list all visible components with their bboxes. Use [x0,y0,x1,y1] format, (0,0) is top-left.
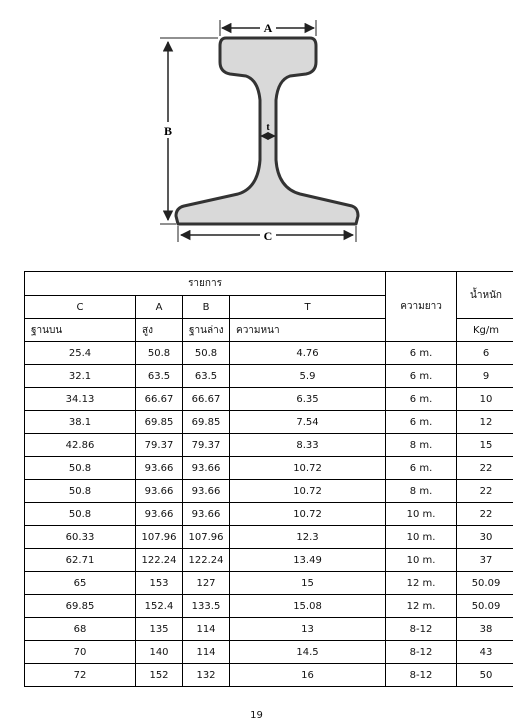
cell-length: 8 m. [386,480,457,503]
cell-a: 152 [136,664,183,687]
cell-t: 15 [230,572,386,595]
header-c: C [25,296,136,319]
cell-t: 14.5 [230,641,386,664]
table-row [25,618,513,641]
cell-weight: 43 [457,641,513,664]
cell-a: 135 [136,618,183,641]
table-row [25,664,513,687]
table-row [25,641,513,664]
cell-b: 122.24 [183,549,230,572]
cell-weight: 30 [457,526,513,549]
table-row [25,342,513,365]
cell-t: 7.54 [230,411,386,434]
table-row [25,595,513,618]
cell-c: 25.4 [25,342,136,365]
cell-c: 70 [25,641,136,664]
cell-t: 12.3 [230,526,386,549]
cell-weight: 22 [457,457,513,480]
cell-length: 10 m. [386,549,457,572]
cell-t: 15.08 [230,595,386,618]
cell-a: 93.66 [136,480,183,503]
cell-c: 42.86 [25,434,136,457]
cell-t: 5.9 [230,365,386,388]
cell-b: 93.66 [183,457,230,480]
cell-b: 107.96 [183,526,230,549]
cell-weight: 22 [457,503,513,526]
cell-weight: 15 [457,434,513,457]
cell-weight: 10 [457,388,513,411]
cell-length: 6 m. [386,365,457,388]
cell-c: 69.85 [25,595,136,618]
cell-c: 32.1 [25,365,136,388]
cell-t: 6.35 [230,388,386,411]
header-weight: น้ำหนัก [457,272,513,319]
header-group-items: รายการ [25,272,386,296]
cell-t: 4.76 [230,342,386,365]
cell-t: 13.49 [230,549,386,572]
cell-a: 50.8 [136,342,183,365]
table-row [25,503,513,526]
cell-b: 63.5 [183,365,230,388]
table-row [25,434,513,457]
cell-length: 6 m. [386,411,457,434]
dimension-b-label: B [163,124,173,138]
cell-a: 152.4 [136,595,183,618]
cell-b: 93.66 [183,503,230,526]
header-length: ความยาว [386,272,457,342]
cell-c: 72 [25,664,136,687]
cell-c: 50.8 [25,457,136,480]
cell-c: 65 [25,572,136,595]
cell-length: 8 m. [386,434,457,457]
cell-c: 50.8 [25,480,136,503]
cell-weight: 50.09 [457,595,513,618]
cell-length: 8-12 [386,664,457,687]
table-row [25,388,513,411]
cell-b: 133.5 [183,595,230,618]
cell-weight: 12 [457,411,513,434]
rail-profile-diagram [150,8,370,253]
cell-length: 6 m. [386,342,457,365]
table-row [25,480,513,503]
cell-c: 34.13 [25,388,136,411]
cell-c: 62.71 [25,549,136,572]
cell-b: 132 [183,664,230,687]
cell-b: 50.8 [183,342,230,365]
table-row [25,457,513,480]
cell-t: 13 [230,618,386,641]
dimension-t-label: t [266,122,270,133]
cell-b: 69.85 [183,411,230,434]
cell-length: 10 m. [386,503,457,526]
cell-weight: 38 [457,618,513,641]
rail-spec-table [24,271,513,687]
cell-b: 114 [183,618,230,641]
cell-length: 12 m. [386,572,457,595]
cell-a: 93.66 [136,503,183,526]
cell-c: 68 [25,618,136,641]
subheader-c: ฐานบน [25,319,136,342]
cell-a: 107.96 [136,526,183,549]
cell-a: 140 [136,641,183,664]
dimension-a-label: A [263,21,273,35]
table-row [25,572,513,595]
subheader-b: ฐานล่าง [183,319,230,342]
cell-b: 127 [183,572,230,595]
subheader-a: สูง [136,319,183,342]
cell-t: 16 [230,664,386,687]
table-row [25,549,513,572]
subheader-weight: Kg/m [457,319,513,342]
cell-t: 10.72 [230,480,386,503]
cell-a: 66.67 [136,388,183,411]
cell-length: 8-12 [386,641,457,664]
cell-c: 50.8 [25,503,136,526]
cell-weight: 22 [457,480,513,503]
cell-a: 93.66 [136,457,183,480]
cell-t: 10.72 [230,457,386,480]
cell-b: 93.66 [183,480,230,503]
cell-weight: 50 [457,664,513,687]
cell-weight: 50.09 [457,572,513,595]
cell-b: 66.67 [183,388,230,411]
header-a: A [136,296,183,319]
header-b: B [183,296,230,319]
cell-length: 6 m. [386,388,457,411]
table-row [25,365,513,388]
page-number: 19 [250,710,263,721]
cell-c: 60.33 [25,526,136,549]
cell-weight: 6 [457,342,513,365]
cell-length: 10 m. [386,526,457,549]
spec-table-body [25,272,513,687]
cell-b: 79.37 [183,434,230,457]
cell-t: 10.72 [230,503,386,526]
cell-a: 153 [136,572,183,595]
cell-length: 6 m. [386,457,457,480]
subheader-t: ความหนา [230,319,386,342]
cell-length: 12 m. [386,595,457,618]
table-row [25,526,513,549]
cell-weight: 37 [457,549,513,572]
cell-length: 8-12 [386,618,457,641]
cell-b: 114 [183,641,230,664]
cell-a: 79.37 [136,434,183,457]
cell-a: 69.85 [136,411,183,434]
cell-a: 63.5 [136,365,183,388]
header-t: T [230,296,386,319]
table-row [25,411,513,434]
cell-weight: 9 [457,365,513,388]
dimension-c-label: C [263,229,273,243]
cell-c: 38.1 [25,411,136,434]
cell-a: 122.24 [136,549,183,572]
cell-t: 8.33 [230,434,386,457]
